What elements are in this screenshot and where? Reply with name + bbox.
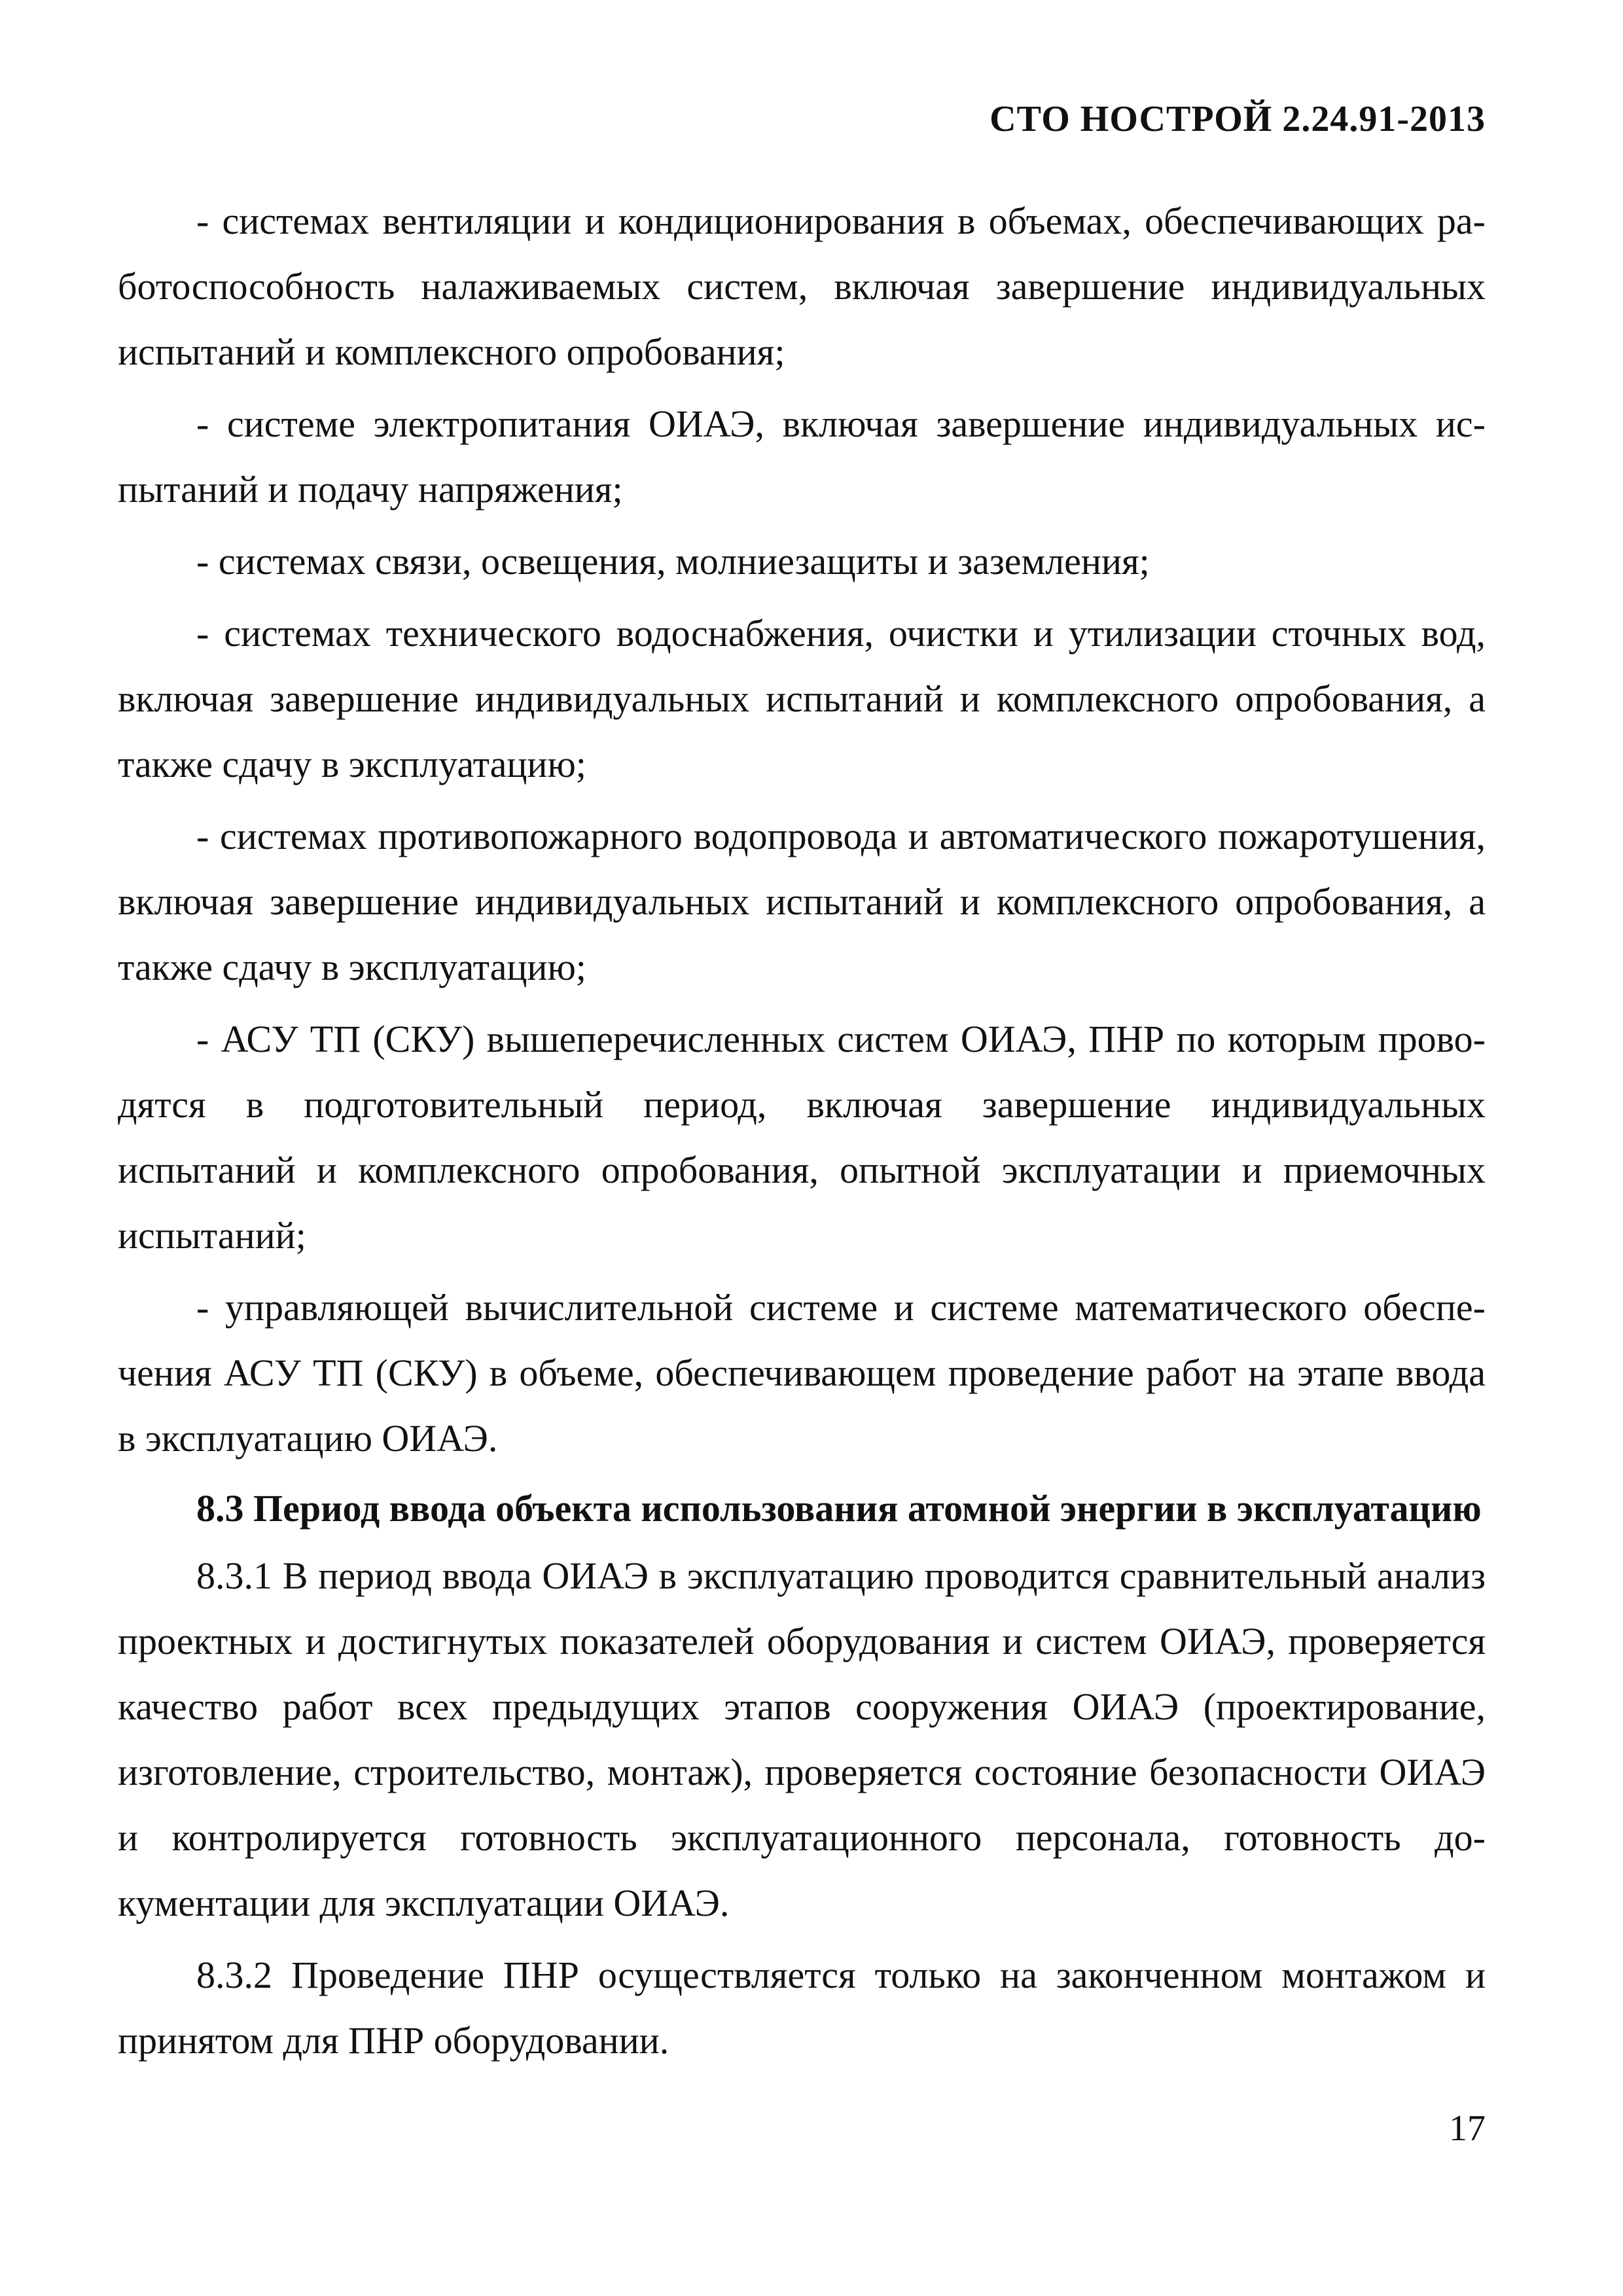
clause-8-3-2: 8.3.2 Проведение ПНР осуществляется только на законченном монтажом и принятом для ПНР оборудовании. — [118, 1954, 1486, 2062]
page-number: 17 — [1449, 2108, 1486, 2149]
page-body — [118, 188, 1486, 2080]
document-page — [118, 0, 1486, 2296]
section-heading-8-3: 8.3 Период ввода объекта использования атомной энергии в эксплуатацию — [196, 1487, 1482, 1530]
document-code-header: СТО НОСТРОЙ 2.24.91-2013 — [990, 99, 1486, 139]
list-item-power-supply: - системе электропитания ОИАЭ, включая завершение индивидуальных испытаний и подачу напряжения; — [118, 403, 1486, 511]
list-item-control-computing: - управляющей вычислительной системе и системе математического обеспечения АСУ ТП (СКУ) в объеме, обеспечивающем проведение работ на этапе ввода в эксплуатацию ОИАЭ. — [118, 1286, 1486, 1460]
list-item-communications: - системах связи, освещения, молниезащиты и заземления; — [196, 540, 1150, 583]
list-item-acs-tp: - АСУ ТП (СКУ) вышеперечисленных систем ОИАЭ, ПНР по которым проводятся в подготовительный период, включая завершение индивидуальных испытаний и комплексного опробования, опытной эксплуатации и приемочных испытаний; — [118, 1018, 1486, 1257]
list-item-fire-protection: - системах противопожарного водопровода и автоматического пожаротушения, включая завершение индивидуальных испытаний и комплексного опробования, а также сдачу в эксплуатацию; — [118, 815, 1486, 988]
list-item-water-supply: - системах технического водоснабжения, очистки и утилизации сточных вод, включая завершение индивидуальных испытаний и комплексного опробования, а также сдачу в эксплуатацию; — [118, 612, 1486, 785]
clause-8-3-1: 8.3.1 В период ввода ОИАЭ в эксплуатацию проводится сравнительный анализ проектных и достигнутых показателей оборудования и систем ОИАЭ, проверяется качество работ всех предыдущих этапов сооружения ОИАЭ (проектирование, изготовление, строительство, монтаж), проверяется состояние безопасности ОИАЭ и контролируется готовность эксплуатационного персонала, готовность документации для эксплуатации ОИАЭ. — [118, 1554, 1486, 1924]
list-item-ventilation: - системах вентиляции и кондиционирования в объемах, обеспечивающих работоспособность налаживаемых систем, включая завершение индивидуальных испытаний и комплексного опробования; — [118, 200, 1486, 373]
